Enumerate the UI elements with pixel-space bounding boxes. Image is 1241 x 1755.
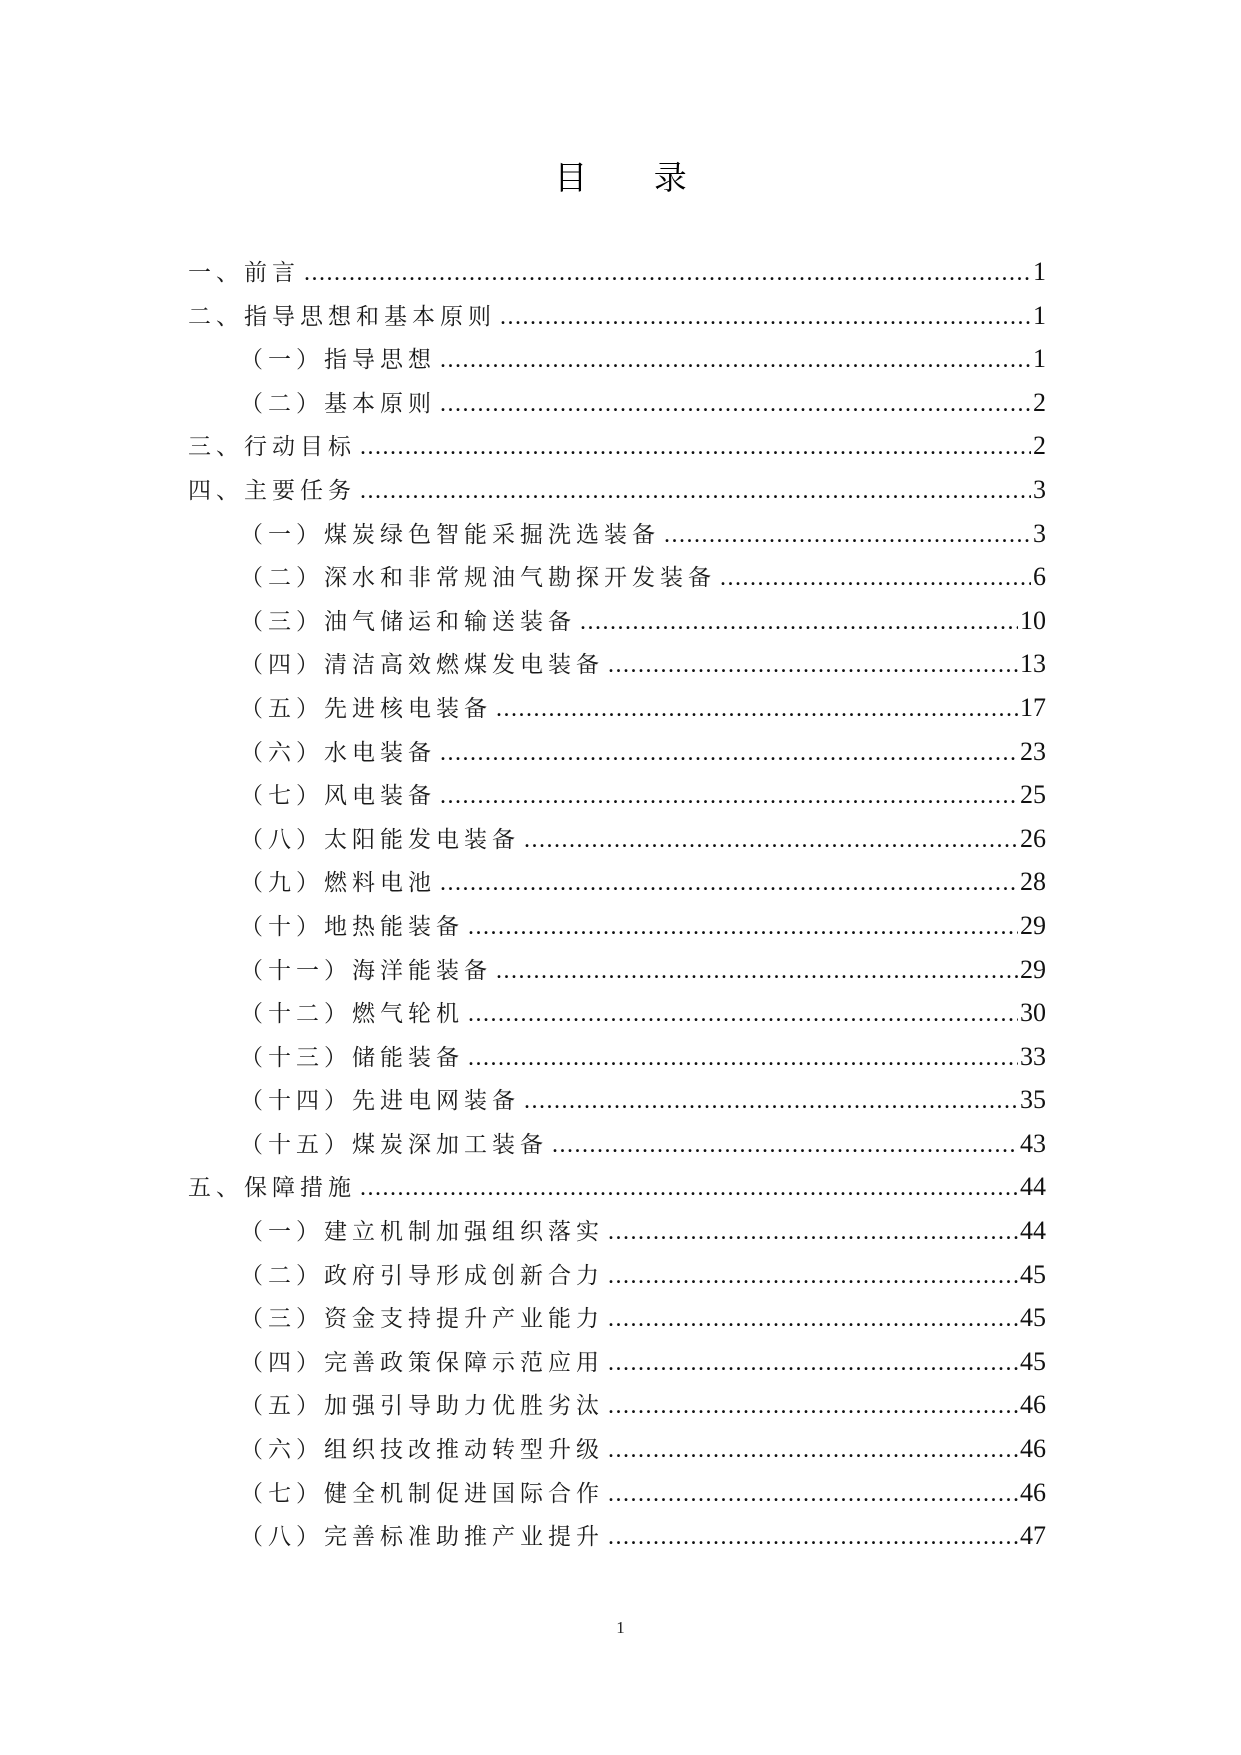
dot-leader: [608, 1211, 1018, 1255]
toc-entry-label: （五）加强引导助力优胜劣汰: [240, 1393, 604, 1420]
toc-entry-page-number: 25: [1020, 780, 1046, 810]
toc-entry-subsection[interactable]: [188, 1514, 1046, 1558]
toc-entry-subsection[interactable]: [188, 1296, 1046, 1340]
toc-entry-subsection[interactable]: [188, 1122, 1046, 1166]
toc-entry-label: （四）完善政策保障示范应用: [240, 1349, 604, 1376]
toc-entry-subsection[interactable]: [188, 599, 1046, 643]
toc-entry-page-number: 45: [1020, 1259, 1046, 1289]
toc-entry-page-number: 44: [1020, 1216, 1046, 1246]
toc-entry-label: （八）太阳能发电装备: [240, 826, 520, 853]
dot-leader: [500, 296, 1031, 340]
toc-entry-page-number: 17: [1020, 692, 1046, 722]
toc-entry-label: 一、前言: [188, 260, 300, 286]
toc-entry-subsection[interactable]: [188, 730, 1046, 774]
dot-leader: [440, 732, 1018, 776]
dot-leader: [608, 1298, 1018, 1342]
toc-entry-subsection[interactable]: [188, 1471, 1046, 1515]
toc-entry-label: （二）政府引导形成创新合力: [240, 1262, 604, 1289]
toc-entry-subsection[interactable]: [188, 1253, 1046, 1297]
toc-entry-label: （八）完善标准助推产业提升: [240, 1524, 604, 1551]
toc-entry-page-number: 33: [1020, 1041, 1046, 1071]
dot-leader: [440, 339, 1031, 383]
toc-entry-subsection[interactable]: [188, 512, 1046, 556]
toc-entry-label: （四）清洁高效燃煤发电装备: [240, 652, 604, 679]
toc-entry-subsection[interactable]: [188, 555, 1046, 599]
toc-entry-label: （七）健全机制促进国际合作: [240, 1480, 604, 1507]
toc-entry-label: （三）资金支持提升产业能力: [240, 1306, 604, 1333]
dot-leader: [360, 426, 1031, 470]
dot-leader: [468, 1037, 1018, 1081]
dot-leader: [664, 514, 1031, 558]
dot-leader: [360, 470, 1031, 514]
toc-entry-page-number: 3: [1033, 474, 1046, 504]
page-title: 目 录: [554, 158, 715, 197]
toc-entry-page-number: 46: [1020, 1390, 1046, 1420]
dot-leader: [580, 601, 1018, 645]
toc-entry-subsection[interactable]: [188, 817, 1046, 861]
toc-entry-label: （十四）先进电网装备: [240, 1088, 520, 1115]
toc-entry-page-number: 13: [1020, 649, 1046, 679]
toc-entry-subsection[interactable]: [188, 904, 1046, 948]
toc-entry-page-number: 47: [1020, 1521, 1046, 1551]
toc-entry-page-number: 23: [1020, 736, 1046, 766]
toc-entry-section[interactable]: [188, 1165, 1046, 1209]
toc-entry-page-number: 29: [1020, 954, 1046, 984]
toc-entry-label: （六）组织技改推动转型升级: [240, 1437, 604, 1464]
toc-entry-page-number: 29: [1020, 910, 1046, 940]
toc-entry-label: （三）油气储运和输送装备: [240, 608, 576, 635]
toc-entry-subsection[interactable]: [188, 948, 1046, 992]
toc-entry-subsection[interactable]: [188, 642, 1046, 686]
toc-entry-page-number: 10: [1020, 605, 1046, 635]
toc-entry-label: （十三）储能装备: [240, 1044, 464, 1071]
toc-entry-page-number: 45: [1020, 1346, 1046, 1376]
toc-entry-label: 二、指导思想和基本原则: [188, 303, 496, 330]
dot-leader: [524, 1080, 1018, 1124]
toc-entry-label: （二）深水和非常规油气勘探开发装备: [240, 565, 716, 592]
toc-entry-subsection[interactable]: [188, 773, 1046, 817]
table-of-contents: [188, 250, 1046, 1558]
toc-entry-subsection[interactable]: [188, 381, 1046, 425]
toc-entry-subsection[interactable]: [188, 337, 1046, 381]
dot-leader: [608, 1342, 1018, 1386]
toc-entry-subsection[interactable]: [188, 686, 1046, 730]
toc-entry-page-number: 44: [1020, 1172, 1046, 1202]
toc-entry-subsection[interactable]: [188, 1078, 1046, 1122]
toc-entry-label: （十一）海洋能装备: [240, 957, 492, 984]
toc-entry-label: （七）风电装备: [240, 783, 436, 810]
toc-entry-label: （五）先进核电装备: [240, 695, 492, 722]
toc-entry-label: （十五）煤炭深加工装备: [240, 1131, 548, 1158]
dot-leader: [496, 950, 1018, 994]
toc-entry-subsection[interactable]: [188, 991, 1046, 1035]
toc-entry-page-number: 28: [1020, 867, 1046, 897]
toc-entry-page-number: 45: [1020, 1303, 1046, 1333]
toc-entry-subsection[interactable]: [188, 860, 1046, 904]
toc-entry-label: （二）基本原则: [240, 390, 436, 417]
toc-entry-page-number: 1: [1033, 257, 1046, 286]
toc-entry-page-number: 1: [1033, 344, 1046, 374]
toc-entry-page-number: 30: [1020, 998, 1046, 1028]
toc-entry-section[interactable]: [188, 468, 1046, 512]
toc-entry-page-number: 2: [1033, 387, 1046, 417]
toc-entry-section[interactable]: [188, 424, 1046, 468]
dot-leader: [608, 1385, 1018, 1429]
dot-leader: [552, 1124, 1018, 1168]
dot-leader: [608, 1516, 1018, 1560]
dot-leader: [608, 1429, 1018, 1473]
toc-entry-section[interactable]: [188, 250, 1046, 294]
page-number: 1: [616, 1618, 625, 1637]
toc-entry-label: 三、行动目标: [188, 434, 356, 461]
dot-leader: [440, 383, 1031, 427]
toc-entry-label: （一）建立机制加强组织落实: [240, 1219, 604, 1246]
dot-leader: [304, 252, 1031, 296]
toc-entry-page-number: 35: [1020, 1085, 1046, 1115]
toc-entry-subsection[interactable]: [188, 1035, 1046, 1079]
dot-leader: [440, 862, 1018, 906]
toc-entry-subsection[interactable]: [188, 1383, 1046, 1427]
dot-leader: [468, 993, 1018, 1037]
dot-leader: [360, 1167, 1018, 1211]
toc-entry-page-number: 46: [1020, 1477, 1046, 1507]
toc-entry-page-number: 1: [1033, 300, 1046, 330]
toc-entry-label: （六）水电装备: [240, 739, 436, 766]
dot-leader: [496, 688, 1018, 732]
toc-entry-label: （九）燃料电池: [240, 870, 436, 897]
dot-leader: [440, 775, 1018, 819]
toc-entry-label: （一）煤炭绿色智能采掘洗选装备: [240, 521, 660, 548]
toc-entry-section[interactable]: [188, 294, 1046, 338]
toc-entry-subsection[interactable]: [188, 1340, 1046, 1384]
dot-leader: [608, 1255, 1018, 1299]
dot-leader: [524, 819, 1018, 863]
toc-entry-page-number: 3: [1033, 518, 1046, 548]
toc-entry-label: 五、保障措施: [188, 1175, 356, 1202]
toc-entry-label: 四、主要任务: [188, 477, 356, 504]
dot-leader: [468, 906, 1018, 950]
toc-entry-page-number: 46: [1020, 1434, 1046, 1464]
toc-entry-page-number: 2: [1033, 431, 1046, 461]
toc-entry-subsection[interactable]: [188, 1427, 1046, 1471]
toc-entry-page-number: 43: [1020, 1128, 1046, 1158]
toc-entry-label: （十）地热能装备: [240, 913, 464, 940]
toc-entry-page-number: 26: [1020, 823, 1046, 853]
toc-entry-subsection[interactable]: [188, 1209, 1046, 1253]
dot-leader: [608, 644, 1018, 688]
toc-entry-page-number: 6: [1033, 562, 1046, 592]
toc-entry-label: （十二）燃气轮机: [240, 1001, 464, 1028]
toc-entry-label: （一）指导思想: [240, 347, 436, 374]
dot-leader: [608, 1473, 1018, 1517]
dot-leader: [720, 557, 1031, 601]
